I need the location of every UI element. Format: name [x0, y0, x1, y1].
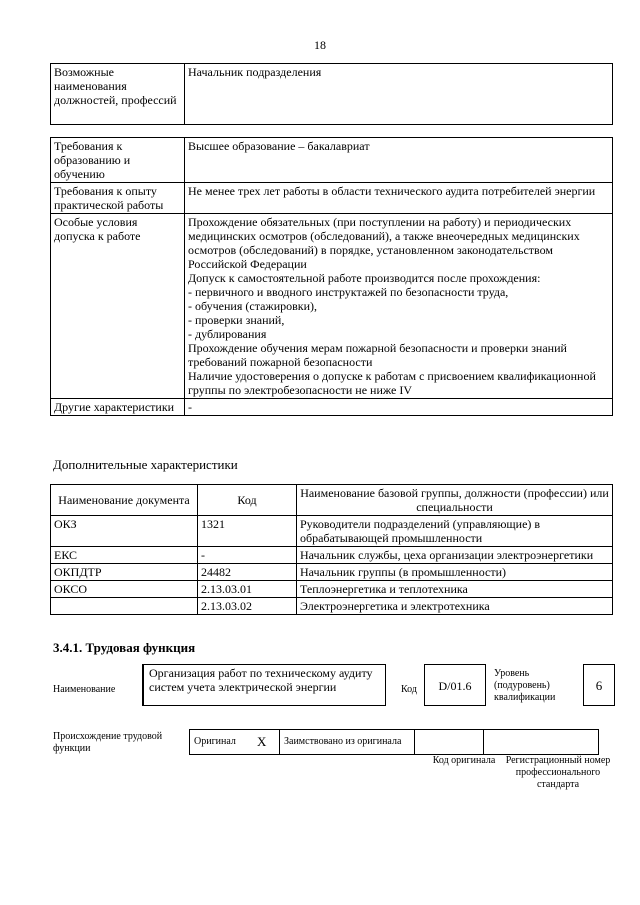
table-header-row — [51, 485, 613, 516]
function-name-value: Организация работ по техническому аудиту систем учета электрической энергии — [142, 664, 386, 706]
header-code: Код — [198, 485, 297, 516]
reg-number-cell — [484, 730, 599, 755]
table-row — [51, 399, 613, 416]
positions-label: Возможные наименования должностей, профессий — [51, 64, 185, 125]
qualification-level-value: 6 — [583, 664, 615, 706]
reg-number-caption: Регистрационный номер профессионального стандарта — [505, 755, 611, 790]
requirement-line: - — [188, 400, 192, 414]
origin-code-caption: Код оригинала — [432, 755, 496, 766]
additional-characteristics-table — [50, 484, 613, 615]
function-name-label: Наименование — [53, 684, 116, 695]
positions-value: Начальник подразделения — [185, 64, 613, 125]
table-row — [51, 183, 613, 214]
cell-name: Электроэнергетика и электротехника — [297, 598, 613, 615]
requirement-line: - проверки знаний, — [188, 313, 285, 327]
requirements-table — [50, 137, 613, 416]
function-code-label: Код — [401, 684, 417, 695]
table-row — [190, 730, 599, 755]
cell-code: 1321 — [198, 516, 297, 547]
additional-characteristics-title: Дополнительные характеристики — [53, 457, 238, 472]
page-number: 18 — [314, 38, 326, 52]
cell-name: Теплоэнергетика и теплотехника — [297, 581, 613, 598]
cell-code: 2.13.03.01 — [198, 581, 297, 598]
borrowed-label: Заимствовано из оригинала — [280, 730, 415, 755]
requirement-label: Другие характеристики — [51, 399, 185, 416]
requirement-line: Высшее образование – бакалавриат — [188, 139, 370, 153]
cell-doc: ОКЗ — [51, 516, 198, 547]
qualification-level-label: Уровень (подуровень) квалификации — [494, 668, 556, 703]
requirement-line: Наличие удостоверения о допуске к работам с присвоением квалификационной группы по электробезопасности не ниже IV — [188, 369, 596, 397]
table-row — [51, 214, 613, 399]
header-document: Наименование документа — [51, 485, 198, 516]
cell-doc: ОКСО — [51, 581, 198, 598]
header-group-name: Наименование базовой группы, должности (профессии) или специальности — [297, 485, 613, 516]
cell-doc: ЕКС — [51, 547, 198, 564]
table-row — [51, 516, 613, 547]
requirement-line: - первичного и вводного инструктажей по безопасности труда, — [188, 285, 509, 299]
requirement-line: - обучения (стажировки), — [188, 299, 318, 313]
cell-doc — [51, 598, 198, 615]
requirement-value — [185, 399, 613, 416]
requirement-line: - дублирования — [188, 327, 267, 341]
table-row — [51, 547, 613, 564]
section-title: 3.4.1. Трудовая функция — [53, 640, 196, 655]
requirement-line: Прохождение обязательных (при поступлении на работу) и периодических медицинских осмотров (обследований), а также внеочередных медицинских осмотров (обследований) в порядке, установленном законодательством Российской Федерации — [188, 215, 580, 271]
requirement-label: Требования к опыту практической работы — [51, 183, 185, 214]
requirement-label: Особые условия допуска к работе — [51, 214, 185, 399]
requirement-line: Прохождение обучения мерам пожарной безопасности и проверки знаний требований пожарной безопасности — [188, 341, 567, 369]
table-row — [51, 598, 613, 615]
requirement-label: Требования к образованию и обучению — [51, 138, 185, 183]
requirement-value — [185, 214, 613, 399]
cell-code: - — [198, 547, 297, 564]
original-label: Оригинал — [190, 730, 254, 755]
origin-table — [189, 729, 599, 755]
requirement-value — [185, 138, 613, 183]
positions-table — [50, 63, 613, 125]
origin-code-cell — [415, 730, 484, 755]
requirement-line: Не менее трех лет работы в области технического аудита потребителей энергии — [188, 184, 596, 198]
table-row — [51, 564, 613, 581]
cell-name: Начальник службы, цеха организации электроэнергетики — [297, 547, 613, 564]
requirement-line: Допуск к самостоятельной работе производится после прохождения: — [188, 271, 541, 285]
table-row — [51, 581, 613, 598]
function-code-value: D/01.6 — [424, 664, 486, 706]
cell-name: Начальник группы (в промышленности) — [297, 564, 613, 581]
cell-code: 24482 — [198, 564, 297, 581]
requirement-value — [185, 183, 613, 214]
cell-name: Руководители подразделений (управляющие) в обрабатывающей промышленности — [297, 516, 613, 547]
table-row — [51, 64, 613, 125]
original-mark: X — [253, 730, 280, 755]
cell-code: 2.13.03.02 — [198, 598, 297, 615]
function-origin-label: Происхождение трудовой функции — [53, 731, 163, 754]
cell-doc: ОКПДТР — [51, 564, 198, 581]
table-row — [51, 138, 613, 183]
